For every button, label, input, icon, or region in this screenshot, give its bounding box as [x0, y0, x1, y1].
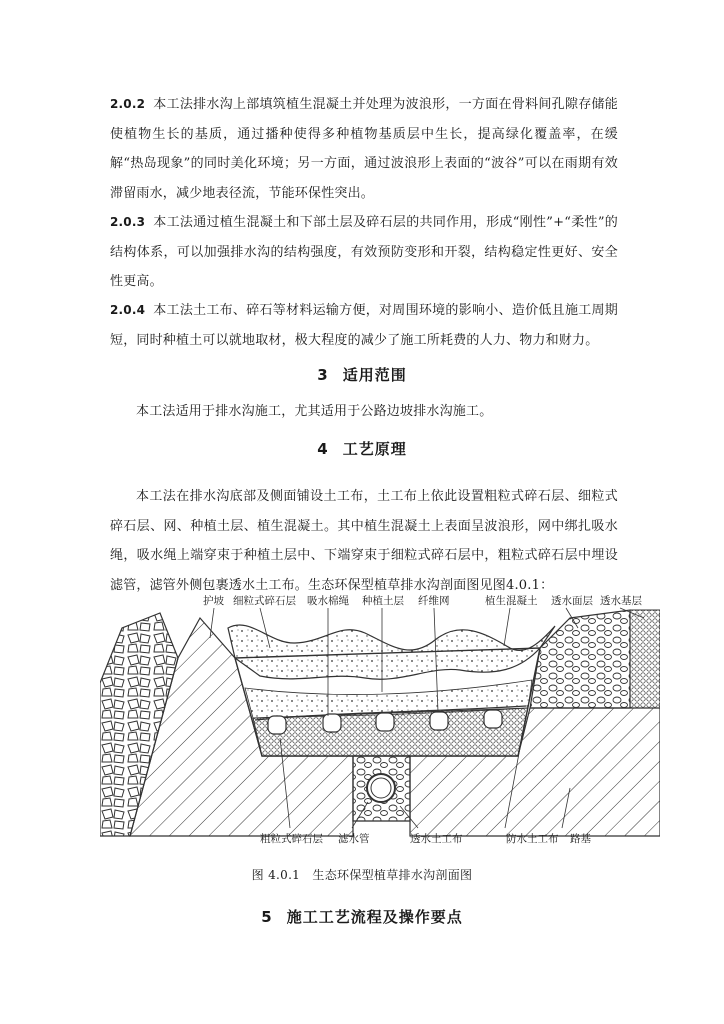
label-roadbed: 路基 — [570, 833, 591, 845]
clause-text: 本工法通过植生混凝土和下部土层及碎石层的共同作用，形成“刚性”+“柔性”的结构体系，可以加强排水沟的结构强度，有效预防变形和开裂，结构稳定性更好、安全性更高。 — [110, 215, 618, 289]
section-title: 工艺原理 — [342, 440, 407, 458]
clause-number: 2.0.4 — [110, 303, 146, 317]
label-permeable-base: 透水基层 — [600, 595, 642, 607]
top-labels — [203, 594, 642, 607]
section-heading-3 — [0, 364, 724, 385]
bottom-labels — [260, 832, 591, 845]
section-number: 3 — [317, 366, 329, 384]
label-slope-protection: 护坡 — [203, 595, 224, 607]
clause-number: 2.0.3 — [110, 215, 146, 229]
label-fiber-mesh: 纤维网 — [418, 595, 450, 607]
label-waterproof-geotextile: 防水土工布 — [506, 833, 559, 845]
label-vegetation-concrete: 植生混凝土 — [485, 595, 538, 607]
paragraph-2-0-3 — [110, 208, 618, 297]
section-number: 4 — [317, 440, 329, 458]
paragraph-2-0-4 — [110, 296, 618, 355]
clause-text: 本工法土工布、碎石等材料运输方便，对周围环境的影响小、造价低且施工周期短，同时种植土可以就地取材，极大程度的减少了施工所耗费的人力、物力和财力。 — [110, 303, 618, 348]
section-heading-4 — [0, 438, 724, 459]
section-title: 施工工艺流程及操作要点 — [286, 908, 463, 926]
paragraph-2-0-2 — [110, 90, 618, 208]
label-permeable-surface: 透水面层 — [551, 595, 593, 607]
section-3-body: 本工法适用于排水沟施工，尤其适用于公路边坡排水沟施工。 — [136, 404, 493, 419]
section-4-body: 本工法在排水沟底部及侧面铺设土工布，土工布上依此设置粗粒式碎石层、细粒式碎石层、网、种植土层、植生混凝土。其中植生混凝土上表面呈波浪形，网中绑扎吸水绳，吸水绳上端穿束于种植土层中、下端穿束于细粒式碎石层中，粗粒式碎石层中埋设滤管，滤管外侧包裹透水土工布。生态环保型植草排水沟剖面图见图4.0.1： — [110, 489, 618, 593]
label-fine-gravel-layer: 细粒式碎石层 — [233, 595, 296, 607]
section-heading-5 — [0, 906, 724, 927]
section-number: 5 — [261, 908, 273, 926]
label-permeable-geotextile: 透水土工布 — [410, 833, 463, 845]
drainage-ditch-cross-section — [100, 588, 660, 858]
section-title: 适用范围 — [342, 366, 407, 384]
label-filter-pipe: 滤水管 — [338, 833, 370, 845]
clause-text: 本工法排水沟上部填筑植生混凝土并处理为波浪形，一方面在骨料间孔隙存储能使植物生长的基质，通过播种使得多种植物基质层中生长，提高绿化覆盖率，在缓解“热岛现象”的同时美化环境；另一方面，通过波浪形上表面的“波谷”可以在雨期有效滞留雨水，减少地表径流，节能环保性突出。 — [110, 97, 618, 201]
clause-number: 2.0.2 — [110, 97, 146, 111]
label-coarse-gravel-layer: 粗粒式碎石层 — [260, 833, 323, 845]
figure-caption: 图 4.0.1 生态环保型植草排水沟剖面图 — [251, 868, 473, 882]
label-absorbent-rope: 吸水棉绳 — [307, 595, 349, 607]
label-planting-soil: 种植土层 — [362, 595, 404, 607]
